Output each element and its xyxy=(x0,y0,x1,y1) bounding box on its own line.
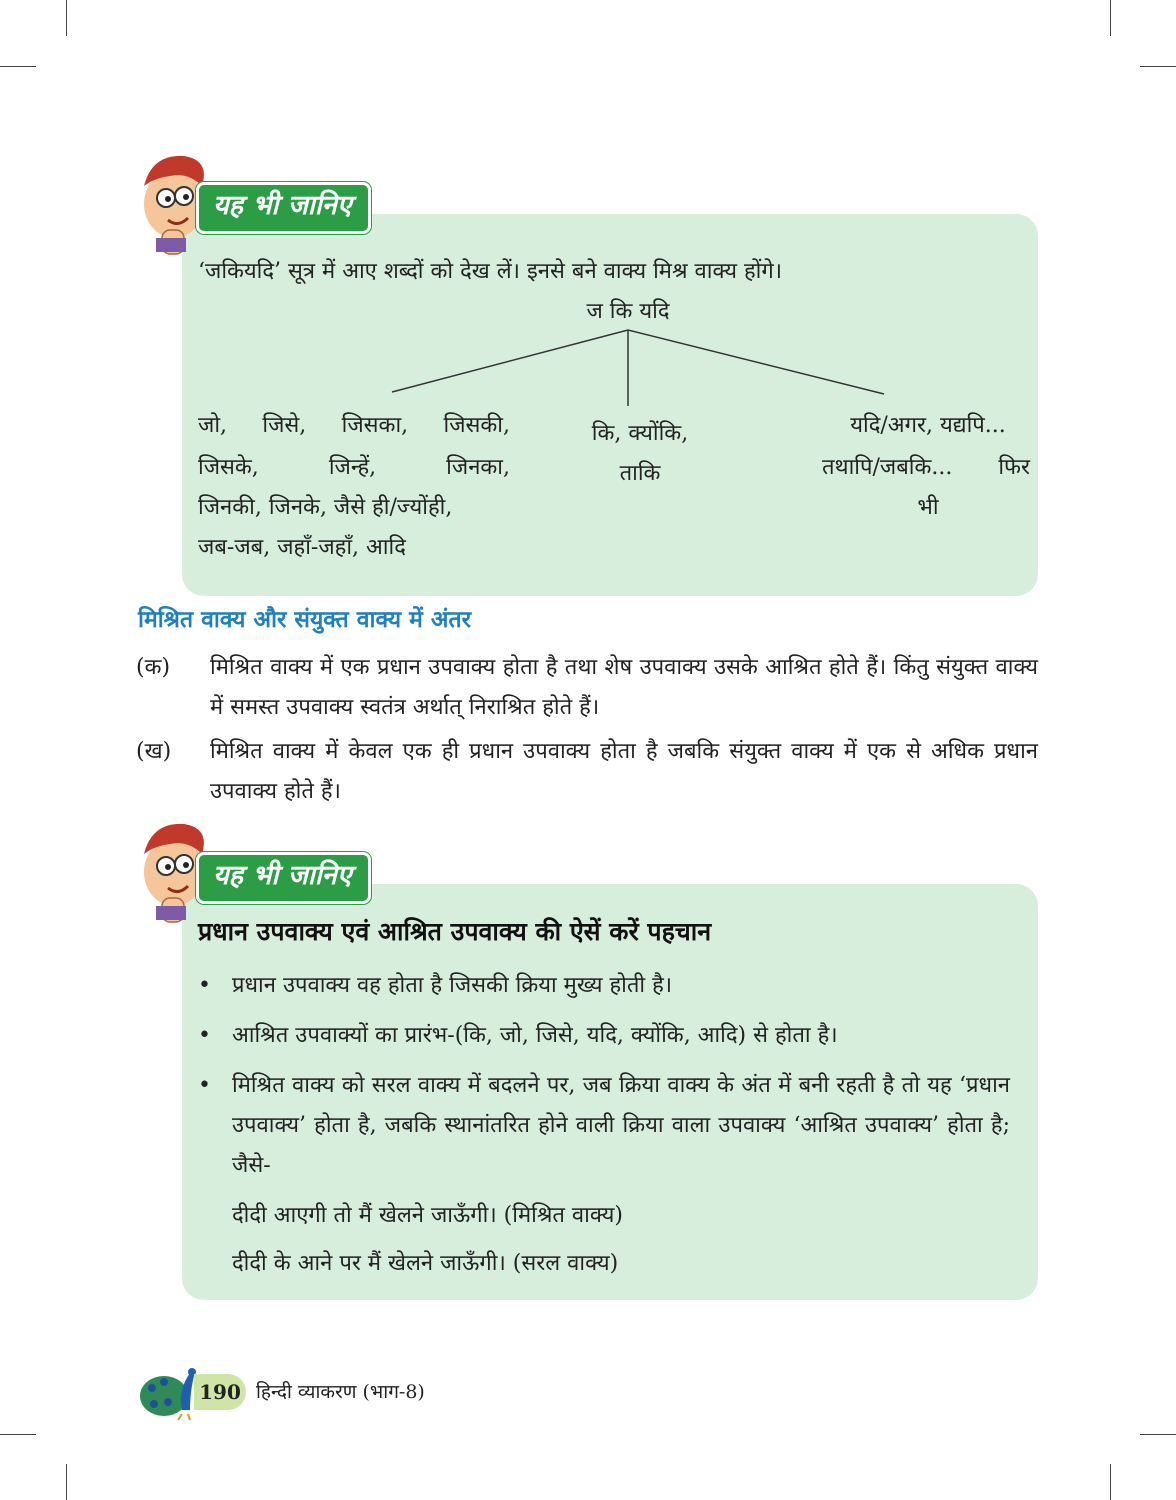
box2-heading: प्रधान उपवाक्य एवं आश्रित उपवाक्य की ऐसें करें पहचान xyxy=(198,917,712,946)
item-text: मिश्रित वाक्य में केवल एक ही प्रधान उपवाक्य होता है जबकि संयुक्त वाक्य में एक से अधिक प्रधान उपवाक्य होते हैं। xyxy=(210,739,1038,804)
banner-know-this: यह भी जानिए xyxy=(196,852,371,904)
example-complex: दीदी आएगी तो मैं खेलने जाऊँगी। (मिश्रित वाक्य) xyxy=(232,1203,623,1228)
difference-item-kha xyxy=(136,732,1038,814)
crop-mark xyxy=(1110,0,1111,36)
col1-line: जब-जब, जहाँ-जहाँ, आदि xyxy=(198,535,406,560)
bullet-item: • प्रधान उपवाक्य वह होता है जिसकी क्रिया मुख्य होती है। xyxy=(198,966,1010,1006)
item-text: मिश्रित वाक्य में एक प्रधान उपवाक्य होता है तथा शेष उपवाक्य उसके आश्रित होते हैं। किंतु संयुक्त वाक्य में समस्त उपवाक्य स्वतंत्र अर्थात् निराश्रित होते हैं। xyxy=(210,655,1038,720)
tree-root: ज कि यदि xyxy=(586,299,670,324)
col3-line: तथापि/जबकि... फिर xyxy=(822,455,1030,480)
bullet-item: • मिश्रित वाक्य को सरल वाक्य में बदलने पर, जब क्रिया वाक्य के अंत में बनी रहती है तो यह ‘प्रधान उपवाक्य’ होता है, जबकि स्थानांतरित होने वाली क्रिया वाला उपवाक्य ‘आश्रित उपवाक्य’ होता है; जैसे- xyxy=(198,1066,1010,1188)
item-label: (क) xyxy=(136,655,171,680)
crop-mark xyxy=(1110,1464,1111,1500)
page-number: 190 xyxy=(194,1374,246,1410)
col1-line: जिसके, जिन्हें, जिनका, xyxy=(198,455,510,480)
crop-mark xyxy=(0,1434,36,1435)
bullet-text: मिश्रित वाक्य को सरल वाक्य में बदलने पर, जब क्रिया वाक्य के अंत में बनी रहती है तो यह ‘प्रधान उपवाक्य’ होता है, जबकि स्थानांतरित होने वाली क्रिया वाला उपवाक्य ‘आश्रित उपवाक्य’ होता है; जैसे- xyxy=(232,1073,1010,1178)
col1-line: जो, जिसे, जिसका, जिसकी, xyxy=(198,413,510,438)
tree-lines xyxy=(380,326,900,410)
banner-know-this: यह भी जानिए xyxy=(196,182,371,234)
book-title: हिन्दी व्याकरण (भाग-8) xyxy=(256,1381,425,1403)
difference-item-ka xyxy=(136,648,1038,730)
col2-line: कि, क्योंकि, xyxy=(591,421,689,446)
bullet-text: आश्रित उपवाक्यों का प्रारंभ-(कि, जो, जिसे, यदि, क्योंकि, आदि) से होता है। xyxy=(232,1023,838,1048)
col2-line: ताकि xyxy=(619,461,661,486)
box1-intro: ‘जकियदि’ सूत्र में आए शब्दों को देख लें। इनसे बने वाक्य मिश्र वाक्य होंगे। xyxy=(198,259,783,284)
crop-mark xyxy=(1140,1434,1176,1435)
bullet-text: प्रधान उपवाक्य वह होता है जिसकी क्रिया मुख्य होती है। xyxy=(232,973,673,998)
peacock-icon xyxy=(138,1362,200,1422)
col3-line: यदि/अगर, यद्यपि... xyxy=(850,413,1006,438)
example-simple: दीदी के आने पर मैं खेलने जाऊँगी। (सरल वाक्य) xyxy=(232,1251,619,1276)
item-label: (ख) xyxy=(136,739,172,764)
bullet-item: • आश्रित उपवाक्यों का प्रारंभ-(कि, जो, जिसे, यदि, क्योंकि, आदि) से होता है। xyxy=(198,1016,1010,1056)
crop-mark xyxy=(66,1464,67,1500)
crop-mark xyxy=(66,0,67,36)
section-heading: मिश्रित वाक्य और संयुक्त वाक्य में अंतर xyxy=(138,606,471,633)
crop-mark xyxy=(0,66,36,67)
col3-line: भी xyxy=(917,495,939,520)
crop-mark xyxy=(1140,66,1176,67)
col1-line: जिनकी, जिनके, जैसे ही/ज्योंही, xyxy=(198,495,453,520)
